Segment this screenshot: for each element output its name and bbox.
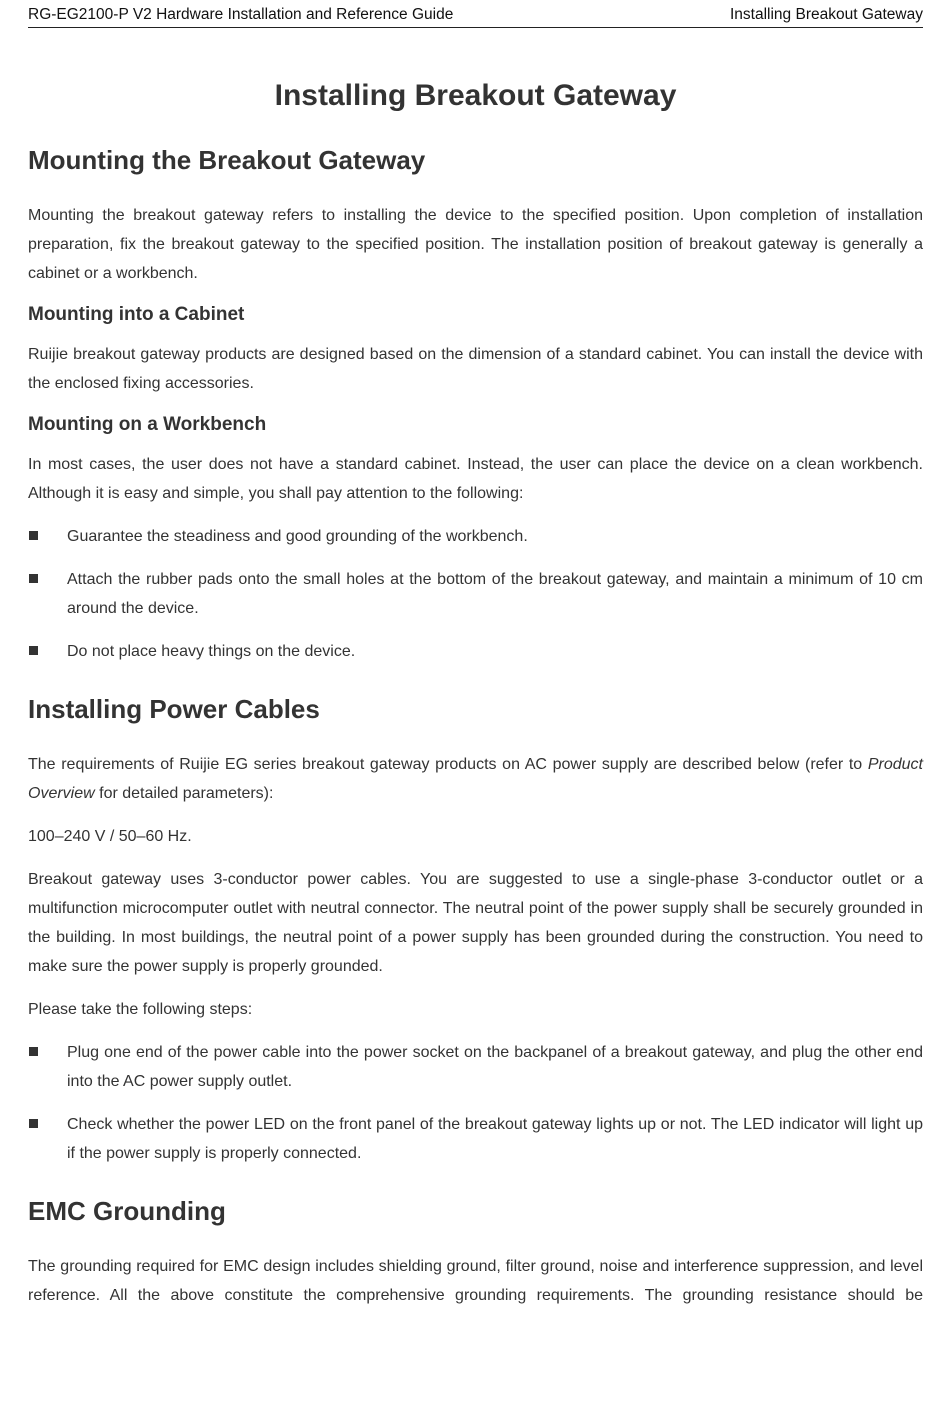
section-title-mounting: Mounting the Breakout Gateway xyxy=(28,145,426,175)
power-spec-paragraph: 100–240 V / 50–60 Hz. xyxy=(28,828,192,845)
workbench-bullet-list xyxy=(28,522,923,666)
list-item xyxy=(28,1038,923,1096)
list-item xyxy=(28,565,923,623)
running-header xyxy=(28,5,923,28)
list-item-text: Do not place heavy things on the device. xyxy=(67,643,356,660)
square-bullet-icon xyxy=(29,646,38,655)
power-requirements-paragraph xyxy=(28,750,923,808)
power-requirements-text-start: The requirements of Ruijie EG series breakout gateway products on AC power supply are described below (refer to xyxy=(28,756,868,773)
list-item xyxy=(28,637,923,666)
list-item xyxy=(28,522,923,551)
product-overview-reference: Product Overview xyxy=(28,756,923,802)
workbench-paragraph: In most cases, the user does not have a standard cabinet. Instead, the user can place the device on a clean workbench. Although it is easy and simple, you shall pay attention to the following: xyxy=(28,456,923,502)
list-item xyxy=(28,1110,923,1168)
emc-paragraph: The grounding required for EMC design includes shielding ground, filter ground, noise and interference suppression, and level reference. All the above constitute the comprehensive grounding requirements. The grounding resistance should be xyxy=(28,1258,923,1304)
steps-intro-paragraph: Please take the following steps: xyxy=(28,1001,253,1018)
section-title-emc: EMC Grounding xyxy=(28,1196,226,1226)
cabinet-paragraph: Ruijie breakout gateway products are designed based on the dimension of a standard cabinet. You can install the device with the enclosed fixing accessories. xyxy=(28,346,923,392)
subsection-title-workbench: Mounting on a Workbench xyxy=(28,414,267,435)
square-bullet-icon xyxy=(29,574,38,583)
power-cables-paragraph: Breakout gateway uses 3-conductor power cables. You are suggested to use a single-phase 3-conductor outlet or a multifunction microcomputer outlet with neutral connector. The neutral point of the power supply shall be securely grounded in the building. In most buildings, the neutral point of a power supply has been grounded during the construction. You need to make sure the power supply is properly grounded. xyxy=(28,871,923,975)
chapter-title: Installing Breakout Gateway xyxy=(274,79,677,112)
header-document-title: RG-EG2100-P V2 Hardware Installation and Reference Guide xyxy=(28,6,454,23)
list-item-text: Plug one end of the power cable into the power socket on the backpanel of a breakout gateway, and plug the other end into the AC power supply outlet. xyxy=(67,1044,923,1090)
list-item-text: Check whether the power LED on the front panel of the breakout gateway lights up or not. The LED indicator will light up if the power supply is properly connected. xyxy=(67,1116,923,1162)
square-bullet-icon xyxy=(29,531,38,540)
section-title-power: Installing Power Cables xyxy=(28,694,320,724)
mounting-intro-paragraph: Mounting the breakout gateway refers to installing the device to the specified position. Upon completion of installation preparation, fix the breakout gateway to the specified position. The installation position of breakout gateway is generally a cabinet or a workbench. xyxy=(28,207,923,282)
power-requirements-text-end: for detailed parameters): xyxy=(94,785,274,802)
header-chapter-title: Installing Breakout Gateway xyxy=(730,6,923,23)
subsection-title-cabinet: Mounting into a Cabinet xyxy=(28,304,245,325)
square-bullet-icon xyxy=(29,1119,38,1128)
list-item-text: Guarantee the steadiness and good grounding of the workbench. xyxy=(67,528,528,545)
list-item-text: Attach the rubber pads onto the small holes at the bottom of the breakout gateway, and maintain a minimum of 10 cm around the device. xyxy=(67,571,923,617)
square-bullet-icon xyxy=(29,1047,38,1056)
power-steps-list xyxy=(28,1038,923,1168)
page-content xyxy=(28,75,923,1324)
